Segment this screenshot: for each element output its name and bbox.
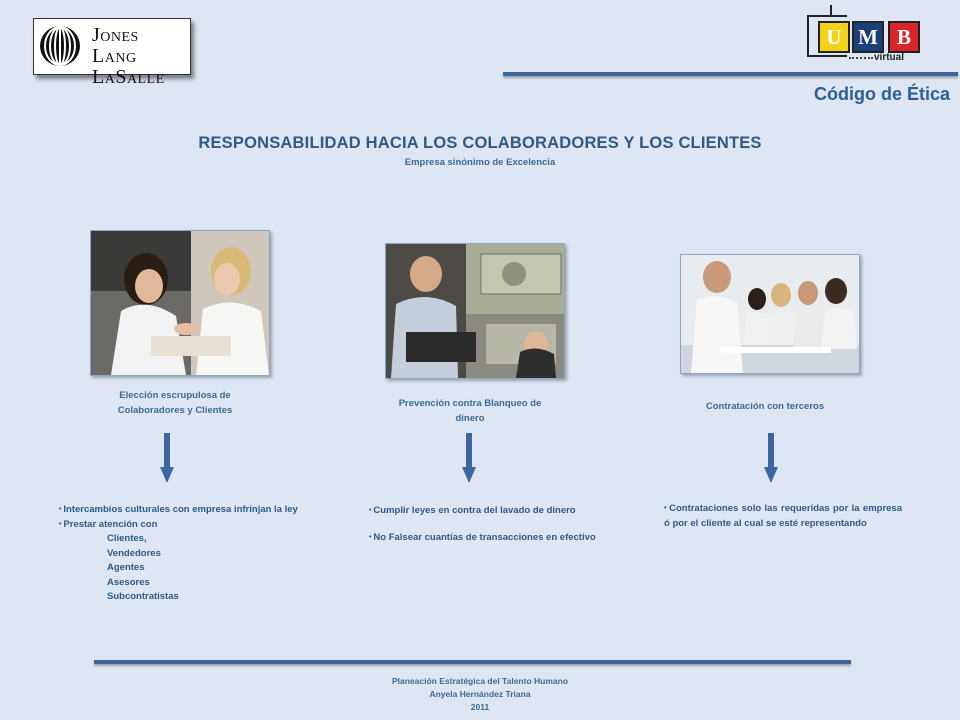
jll-emblem-icon <box>38 24 82 68</box>
umb-letter-u: U <box>818 21 850 53</box>
umb-letter-b: B <box>888 21 920 53</box>
footer-line-2: Anyela Hernández Triana <box>429 689 531 699</box>
column-3-list <box>664 502 902 531</box>
umb-tagline: virtual <box>874 52 905 63</box>
jll-line1: Jones Lang <box>92 24 139 67</box>
caption-column-1: Elección escrupulosa de Colaboradores y Clientes <box>117 390 233 416</box>
down-arrow-icon <box>764 433 778 483</box>
list-item: • Prestar atención con <box>59 518 299 533</box>
footer-divider <box>94 660 851 664</box>
list-item: • Cumplir leyes en contra del lavado de dinero <box>369 504 607 519</box>
list-item: • No Falsear cuantías de transacciones en efectivo <box>369 531 607 546</box>
list-subitem: Agentes <box>107 562 145 573</box>
footer-line-1: Planeación Estratégica del Talento Humano <box>391 676 569 686</box>
down-arrow-icon <box>462 433 476 483</box>
photo-money-laundering <box>385 243 565 379</box>
photo-service-counter <box>90 230 270 376</box>
caption-column-3: Contratación con terceros <box>705 401 825 412</box>
list-subitem: Vendedores <box>107 547 161 559</box>
slide-subtitle: Empresa sinónimo de Excelencia <box>404 157 556 168</box>
umb-virtual-logo <box>804 5 922 65</box>
footer-line-3: 2011 <box>470 702 490 712</box>
photo-business-meeting <box>680 254 860 374</box>
list-subitem: Clientes, <box>107 533 147 544</box>
column-1-list <box>59 503 299 605</box>
column-2-list <box>369 504 607 545</box>
list-subitem: Asesores <box>107 576 150 588</box>
list-subitem: Subcontratistas <box>107 591 179 602</box>
slide-title: RESPONSABILIDAD HACIA LOS COLABORADORES Y LOS CLIENTES <box>198 134 762 152</box>
list-item: • Contrataciones solo las requeridas por la empresa ó por el cliente al cual se esté representando <box>664 502 902 531</box>
down-arrow-icon <box>160 433 174 483</box>
jll-line2: LaSalle <box>92 66 165 88</box>
jones-lang-lasalle-logo <box>33 18 191 88</box>
section-title: Código de Ética <box>813 84 950 104</box>
umb-letter-m: M <box>852 21 884 53</box>
list-item: • Intercambios culturales con empresa infrinjan la ley <box>59 503 299 518</box>
caption-column-2: Prevención contra Blanqueo de dinero <box>398 398 542 424</box>
header-divider <box>503 72 958 76</box>
